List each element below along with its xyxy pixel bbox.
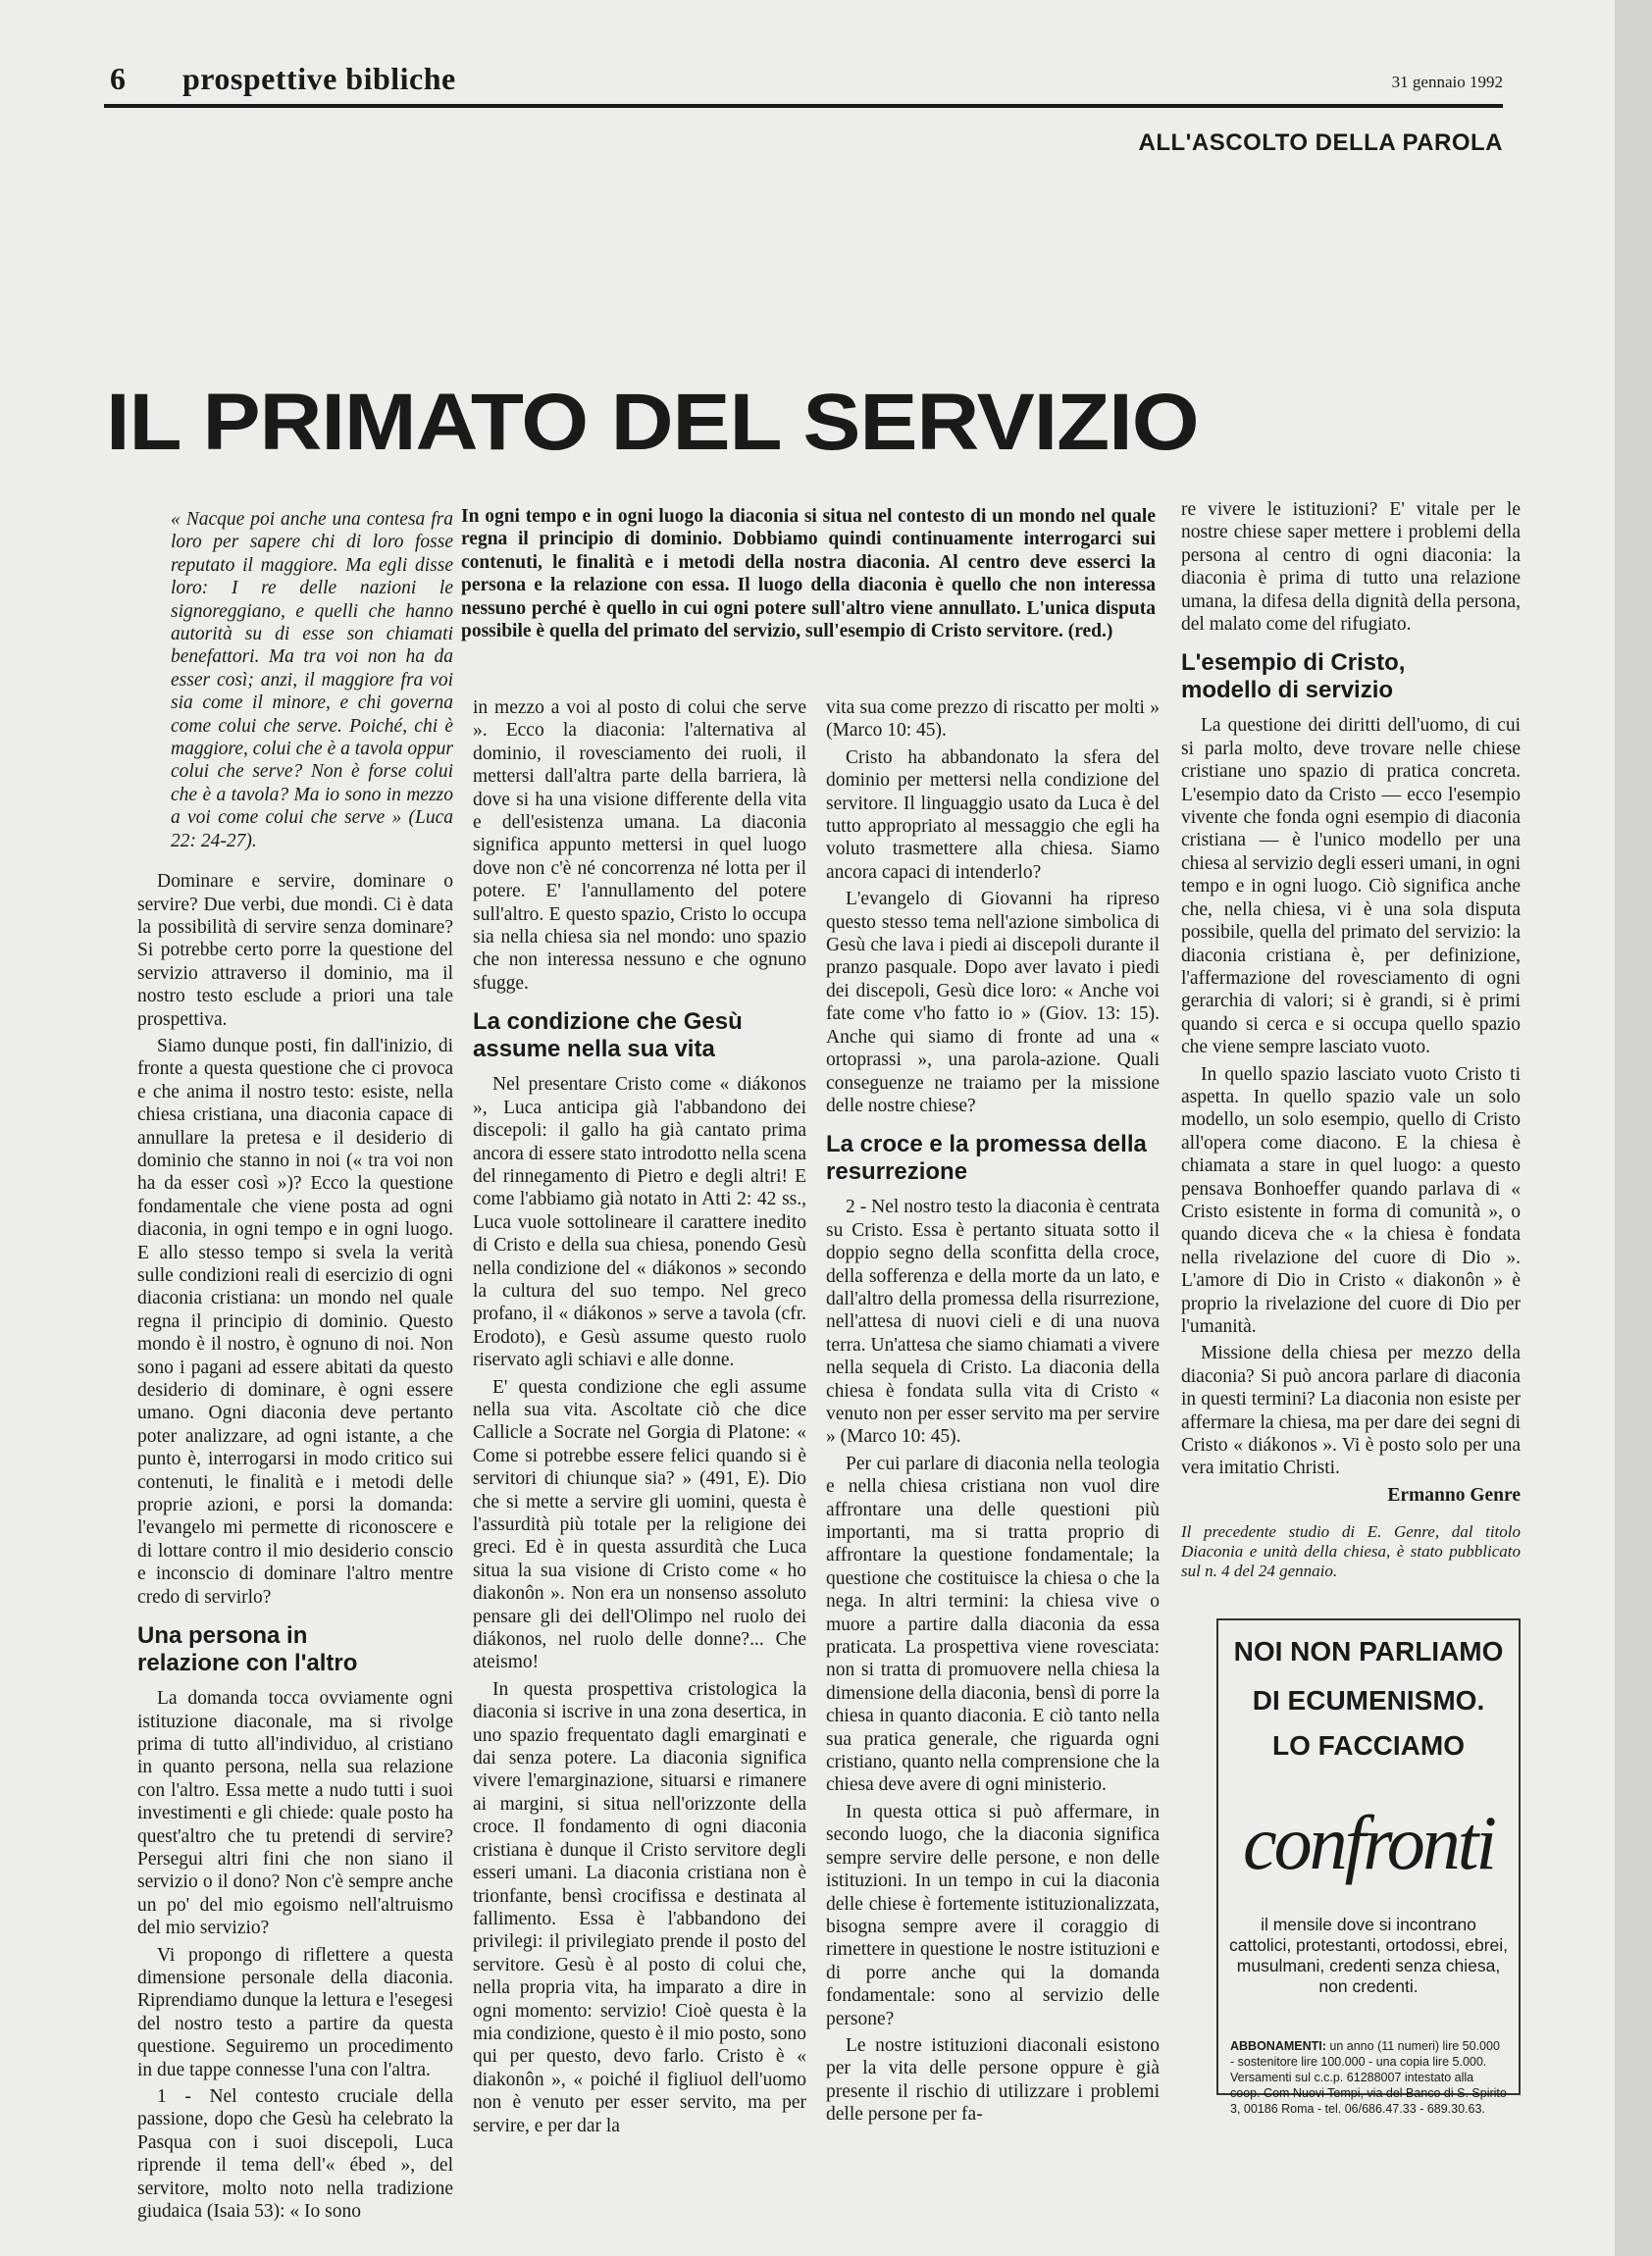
paragraph: re vivere le istituzioni? E' vitale per le nostre chiese saper mettere i problemi della persona al centro di ogni diaconia: la diaconia è prima di tutto una relazione umana, la difesa della dignità della persona, del malato come del rifugiato. [1181, 499, 1521, 636]
paragraph: Nel presentare Cristo come « diákonos », Luca anticipa già l'abbandono dei discepoli: il gallo ha già cantato prima ancora di essere stato introdotto nella scena del rinnegamento di Pietro e degli altri! E come l'abbiamo già notato in Atti 2: 42 ss., Luca vuole sottolineare il carattere inedito di Cristo e della sua chiesa, ponendo Gesù nella condizione del « diákonos » secondo la cultura del suo tempo. Nel greco profano, il « diákonos » serve a tavola (cfr. Erodoto), e Gesù assume questo ruolo riservato agli schiavi e alle donne. [473, 1074, 806, 1371]
subheading: La condizione che Gesù assume nella sua vita [473, 1008, 743, 1063]
paragraph: Missione della chiesa per mezzo della diaconia? Si può ancora parlare di diaconia in questi termini? La diaconia non esiste per affermare la chiesa, ma per dare dei segni di Cristo « diákonos ». Vi è posto solo per una vera imitatio Christi. [1181, 1343, 1521, 1479]
paragraph: La questione dei diritti dell'uomo, di cui si parla molto, deve trovare nelle chiese cristiane uno spazio di pratica concreta. L'esempio dato da Cristo — ecco l'esempio vivente che fonda ogni esempio di diaconia cristiana — è l'unico modello per una chiesa al servizio degli esseri umani, in ogni tempo e in ogni luogo. Ciò significa anche che, nella chiesa, vi è una sola disputa possibile, quella del primato del servizio: la diaconia cristiana è, per definizione, l'affermazione del rovesciamento di ogni gerarchia di valori; si è grandi, si è primi quando si cerca e si occupa quello spazio che viene sempre lasciato vuoto. [1181, 715, 1521, 1058]
subheading: Una persona in relazione con l'altro [137, 1622, 358, 1677]
paragraph: Le nostre istituzioni diaconali esistono per la vita delle persone oppure è già presente il rischio di utilizzare i problemi delle persone per fa- [826, 2034, 1160, 2126]
author-signature: Ermanno Genre [1387, 1484, 1521, 1506]
issue-date: 31 gennaio 1992 [1391, 73, 1503, 91]
publication-name: prospettive bibliche [182, 61, 456, 96]
bible-quote: « Nacque poi anche una contesa fra loro per sapere chi di loro fosse reputato il maggiore. Ma egli disse loro: I re delle nazioni le signoreggiano, e quelli che hanno autorità su di esse son chiamati benefattori. Ma tra voi non ha da esser così; anzi, il maggiore fra voi sia come il minore, e chi governa come colui che serve. Poiché, chi è maggiore, colui che è a tavola oppur colui che serve? Non è forse colui che è a tavola? Ma io sono in mezzo a voi come colui che serve » (Luca 22: 24-27). [171, 509, 453, 851]
paragraph: Vi propongo di riflettere a questa dimensione personale della diaconia. Riprendiamo dunque la lettura e l'esegesi del nostro testo a partire da questa questione. Seguiremo un procedimento in due tappe connesse l'una con l'altra. [137, 1944, 453, 2080]
page-edge [1615, 0, 1652, 2256]
page-number: 6 [110, 61, 126, 96]
ad-headline-2: DI ECUMENISMO. [1252, 1685, 1485, 1716]
paragraph: Dominare e servire, dominare o servire? Due verbi, due mondi. Ci è data la possibilità di servire senza dominare? Si potrebbe certo porre la questione del servizio attraverso il dominio, ma il nostro testo esclude a priori una tale prospettiva. [137, 871, 453, 1030]
paragraph: Cristo ha abbandonato la sfera del dominio per mettersi nella condizione del servitore. Il linguaggio usato da Luca è del tutto appropriato al messaggio che egli ha voluto trasmettere alla chiesa. Siamo ancora capaci di intenderlo? [826, 746, 1160, 883]
editor-note: Il precedente studio di E. Genre, dal titolo Diaconia e unità della chiesa, è stato pubblicato sul n. 4 del 24 gennaio. [1181, 1522, 1521, 1581]
paragraph: In quello spazio lasciato vuoto Cristo ti aspetta. In quello spazio vale un solo modello, un solo esempio, quello di Cristo all'opera come diacono. E la chiesa è chiamata a stare in quel luogo: a questo pensava Bonhoeffer quando parlava di « Cristo esistente in forma di comunità », o quando diceva che « la chiesa è fondata nella rivelazione del cuore di Dio ». L'amore di Dio in Cristo « diakonôn » è proprio la rivelazione del cuore di Dio per l'umanità. [1181, 1063, 1521, 1337]
paragraph: in mezzo a voi al posto di colui che serve ». Ecco la diaconia: l'alternativa al dominio, il rovesciamento dei ruoli, il mettersi dall'altra parte della barriera, là dove si ha una visione differente della vita e dell'esistenza umana. La diaconia significa appunto mettersi in quel luogo dove non c'è né concorrenza né lotta per il potere. E' l'annullamento del potere sull'altro. E questo spazio, Cristo lo occupa sia nella chiesa sia nel mondo: uno spazio che non interessa nessuno e che ognuno sfugge. [473, 697, 806, 994]
paragraph: In questa prospettiva cristologica la diaconia si iscrive in una zona desertica, in uno spazio frequentato dagli emarginati e dai senza potere. La diaconia significa vivere l'emarginazione, situarsi e rimanere ai margini, si situa nell'orizzonte della croce. Il fondamento di ogni diaconia cristiana è dunque il Cristo servitore degli esseri umani. La diaconia cristiana non è trionfante, bensì crocifissa e destinata al fallimento. Essa è l'abbandono dei privilegi: il privilegiato prende il posto del servitore. Gesù è al posto di colui che, nella propria vita, ha imparato a dire in ogni momento: servizio! Cioè questa è la mia condizione, questo è il mio posto, sono qui per questo, devo farlo. Cristo è « diakonôn », « poiché il figliuol dell'uomo non è venuto per esser servito, ma per servire, e per dar la [473, 1678, 806, 2136]
confronti-logo: confronti [1242, 1800, 1495, 1885]
column-3 [826, 696, 1160, 2130]
article-title: IL PRIMATO DEL SERVIZIO [106, 378, 1199, 467]
paragraph: E' questa condizione che egli assume nella sua vita. Ascoltate ciò che dice Callicle a Socrate nel Gorgia di Platone: « Come si potrebbe essere felici quando si è servitori di chiunque sia? » (491, E). Dio che si mette a servire gli uomini, questa è l'assurdità più totale per la religione dei greci. Ed è in questa assurdità che Luca situa la sua visione di Cristo come « ho diakonôn ». Non era un nonsenso assoluto pensare gli dei dell'Olimpo nel ruolo dei diákonos, nel ruolo delle donne?... Che ateismo! [473, 1376, 806, 1673]
header-rule [104, 104, 1503, 108]
section-label: ALL'ASCOLTO DELLA PAROLA [1138, 129, 1503, 156]
paragraph: Per cui parlare di diaconia nella teologia e nella chiesa cristiana non vuol dire affrontare una delle questioni più importanti, ma si tratta proprio di affrontare la questione fondamentale; la questione che costituisce la chiesa o che la nega. In altri termini: la chiesa vive o muore a partire dalla diaconia da essa praticata. La prospettiva viene rovesciata: non si tratta di promuovere nella chiesa la dimensione della diaconia, bensì di porre la chiesa in quanto diaconia. E ciò tanto nella sua pratica generale, che riguarda ogni cristiano, quanto nella comprensione che la chiesa deve avere di ogni ministerio. [826, 1453, 1160, 1796]
paragraph: La domanda tocca ovviamente ogni istituzione diaconale, ma si rivolge prima di tutto all'individuo, al cristiano in quanto persona, nella sua relazione con l'altro. Essa mette a nudo tutti i suoi investimenti e gli chiede: quale posto ha quest'altro che tu pretendi di servire? Persegui altri fini che non siano il servizio o il dono? Non c'è sempre anche un po' del mio egoismo nell'altruismo del mio servizio? [137, 1688, 453, 1939]
column-4 [1181, 498, 1521, 1581]
subheading: L'esempio di Cristo, modello di servizio [1181, 649, 1406, 704]
paragraph: 2 - Nel nostro testo la diaconia è centrata su Cristo. Essa è pertanto situata sotto il doppio segno della sconfitta della croce, della sofferenza e della morte da un lato, e dall'altro della promessa della risurrezione, nell'attesa di nuovi cieli e di una nuova terra. Un'attesa che siamo chiamati a vivere nella sequela di Cristo. La diaconia della chiesa è fondata sulla vita di Cristo « venuto non per esser servito ma per servire » (Marco 10: 45). [826, 1197, 1160, 1448]
paragraph: vita sua come prezzo di riscatto per molti » (Marco 10: 45). [826, 697, 1160, 742]
paragraph: L'evangelo di Giovanni ha ripreso questo stesso tema nell'azione simbolica di Gesù che lava i piedi ai discepoli durante il pranzo pasquale. Dopo aver lavato i piedi dei discepoli, Gesù dice loro: « Anche voi fate come v'ho fatto io » (Giov. 13: 15). Anche qui siamo di fronte ad una « ortoprassi », una parola-azione. Quali conseguenze ne traiamo per la missione delle nostre chiese? [826, 889, 1160, 1116]
subscription-label: ABBONAMENTI: [1230, 2039, 1326, 2053]
column-1 [137, 508, 453, 2227]
confronti-advertisement [1216, 1618, 1521, 2116]
paragraph: In questa ottica si può affermare, in secondo luogo, che la diaconia significa sempre servire delle persone, e non delle istituzioni. In un tempo in cui la diaconia delle chiese è fortemente istituzionalizzata, bisogna sempre avere il coraggio di rimettere in questione le nostre istituzioni e di porre anche qui la domanda fondamentale: sono al servizio delle persone? [826, 1801, 1160, 2029]
column-2 [473, 696, 806, 2141]
ad-headline-1: NOI NON PARLIAMO [1233, 1636, 1504, 1666]
ad-subscription-info [1218, 2038, 1519, 2117]
paragraph: Siamo dunque posti, fin dall'inizio, di fronte a questa questione che ci provoca e che anima il nostro testo: esiste, nella chiesa cristiana, una diaconia capace di annullare la pretesa e il desiderio di dominio che stanno in noi (« tra voi non ha da esser così »)? Ecco la questione fondamentale che viene posta ad ogni diaconia, in ogni tempo e in ogni luogo. E allo stesso tempo si svela la verità sulle condizioni reali di esercizio di ogni diaconia cristiana: un mondo nel quale regna il principio di dominio. Questo mondo è il nostro, è ognuno di noi. Non sono i pagani ad essere abitati da questo desiderio di dominare, è ogni essere umano. Ogni diaconia deve pertanto poter analizzare, ad ogni istante, a che punto è, interrogarsi in modo critico sui contenuti, le finalità e i metodi delle proprie azioni, e porsi la domanda: l'evangelo mi permette di riconoscere e di lottare contro il mio desiderio conscio e inconscio di dominare l'altro mentre credo di servirlo? [137, 1035, 453, 1608]
ad-description: il mensile dove si incontrano cattolici, protestanti, ortodossi, ebrei, musulmani, credenti senza chiesa, non credenti. [1228, 1915, 1509, 1996]
subscription-text: un anno (11 numeri) lire 50.000 - sostenitore lire 100.000 - una copia lire 5.000. Versamenti sul c.c.p. 61288007 intestato alla coop. Com Nuovi Tempi, via del Banco di S. Spirito 3, 00186 Roma - tel. 06/686.47.33 - 689.30.63. [1230, 2039, 1507, 2116]
article-lead: In ogni tempo e in ogni luogo la diaconia si situa nel contesto di un mondo nel quale regna il principio di dominio. Dobbiamo quindi continuamente interrogarci sui contenuti, le finalità e i metodi della nostra diaconia. Al centro deve esserci la persona e la relazione con essa. Il luogo della diaconia è quello che non interessa nessuno perché è quello in cui ogni potere sull'altro viene annullato. L'unica disputa possibile è quella del primato del servizio, sull'esempio di Cristo servitore. (red.) [461, 506, 1156, 642]
ad-headline-3: LO FACCIAMO [1272, 1730, 1465, 1761]
paragraph: 1 - Nel contesto cruciale della passione, dopo che Gesù ha celebrato la Pasqua con i suoi discepoli, Luca riprende il tema dell'« ébed », del servitore, molto noto nella tradizione giudaica (Isaia 53): « Io sono [137, 2086, 453, 2223]
subheading: La croce e la promessa della resurrezione [826, 1131, 1147, 1186]
